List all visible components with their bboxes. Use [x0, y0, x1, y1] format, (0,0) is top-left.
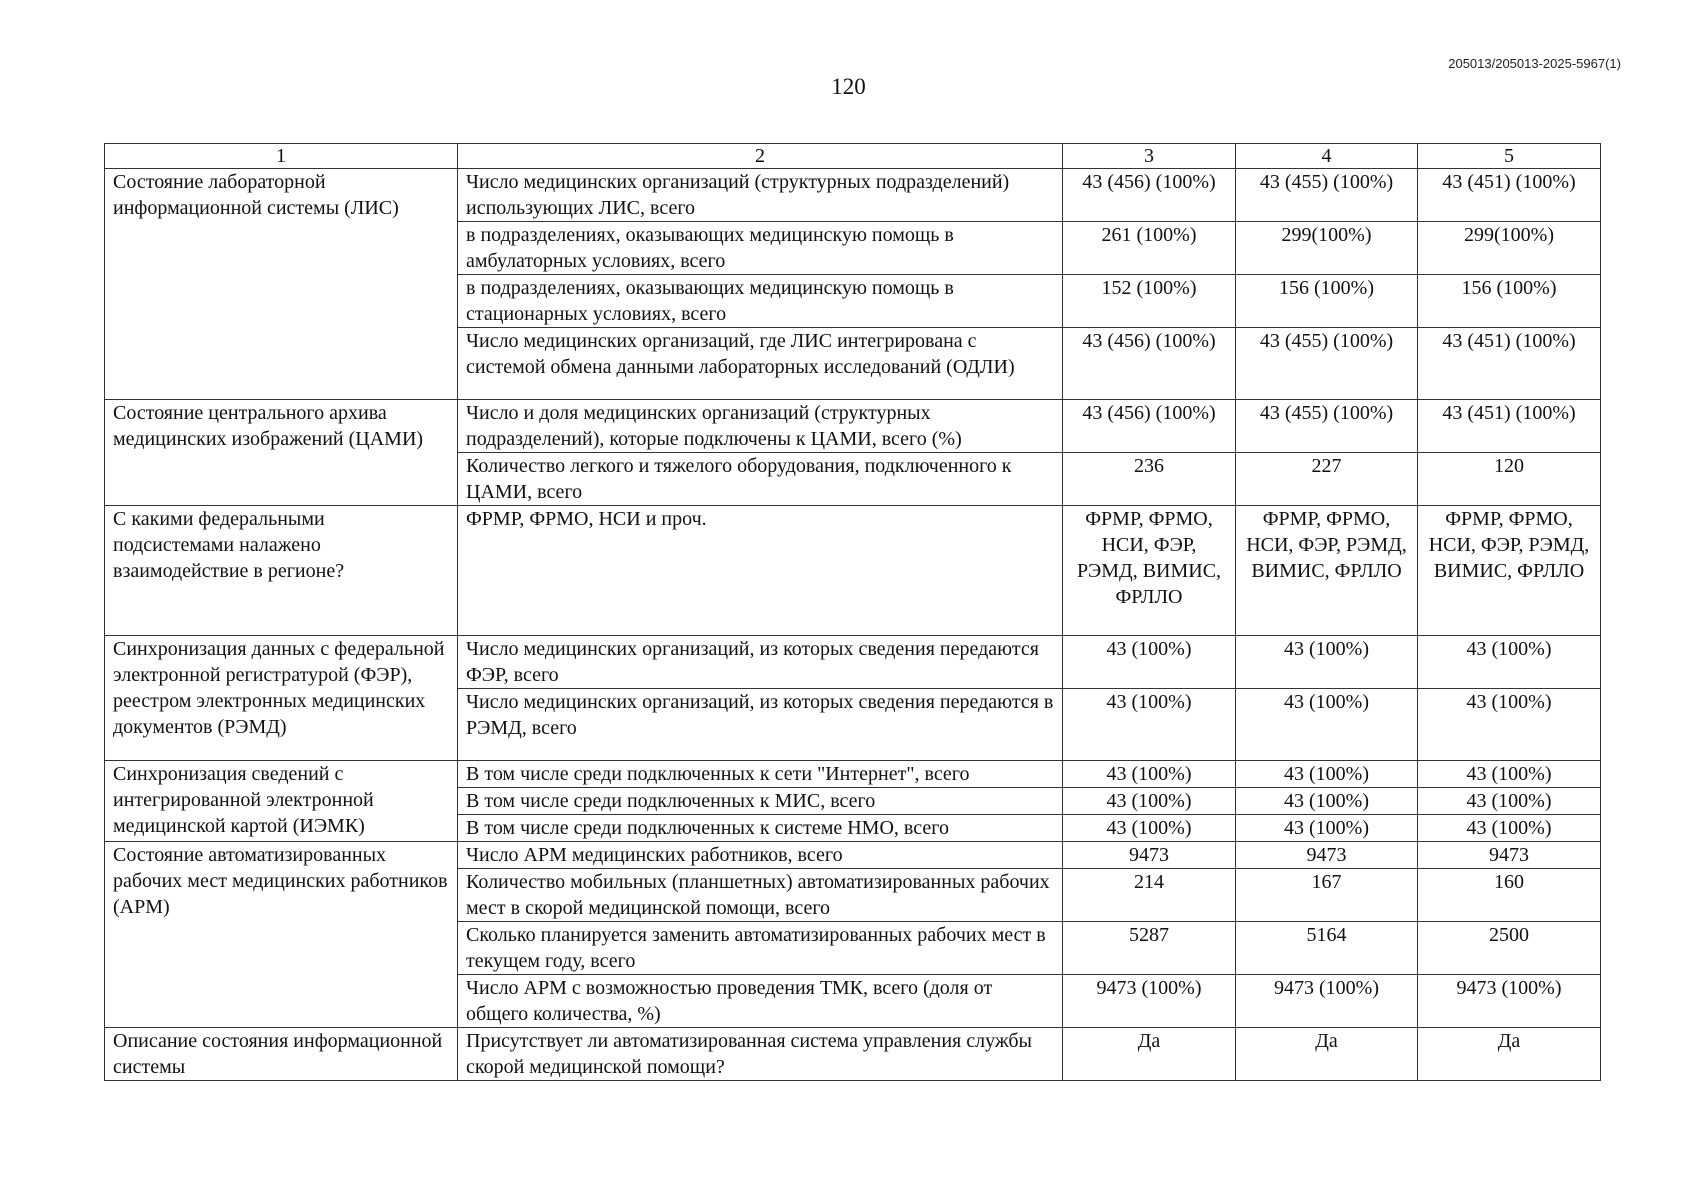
value-cell-col-5: 43 (100%) [1418, 689, 1601, 761]
value-cell-col-5: 156 (100%) [1418, 275, 1601, 328]
value-cell-col-5: 9473 (100%) [1418, 975, 1601, 1028]
value-cell-col-3: 9473 (100%) [1063, 975, 1236, 1028]
column-header: 5 [1418, 144, 1601, 169]
column-header: 3 [1063, 144, 1236, 169]
value-cell-col-4: 5164 [1236, 922, 1418, 975]
value-cell-col-3: 152 (100%) [1063, 275, 1236, 328]
value-cell-col-5: 299(100%) [1418, 222, 1601, 275]
page-number: 120 [831, 74, 866, 99]
value-cell-col-4: 43 (100%) [1236, 636, 1418, 689]
row-description-cell: ФРМР, ФРМО, НСИ и проч. [458, 506, 1063, 636]
value-cell-col-4: 43 (455) (100%) [1236, 328, 1418, 400]
value-cell-col-4: 43 (455) (100%) [1236, 169, 1418, 222]
value-cell-col-4: 43 (100%) [1236, 815, 1418, 842]
column-header: 2 [458, 144, 1063, 169]
value-cell-col-5: 43 (100%) [1418, 636, 1601, 689]
value-cell-col-3: 43 (100%) [1063, 788, 1236, 815]
value-cell-col-5: 43 (100%) [1418, 815, 1601, 842]
value-cell-col-4: 43 (100%) [1236, 761, 1418, 788]
value-cell-col-3: ФРМР, ФРМО, НСИ, ФЭР, РЭМД, ВИМИС, ФРЛЛО [1063, 506, 1236, 636]
row-description-cell: Сколько планируется заменить автоматизированных рабочих мест в текущем году, всего [458, 922, 1063, 975]
column-header: 1 [105, 144, 458, 169]
value-cell-col-5: 9473 [1418, 842, 1601, 869]
row-description-cell: Число медицинских организаций, из которых сведения передаются в РЭМД, всего [458, 689, 1063, 761]
value-cell-col-5: 43 (100%) [1418, 788, 1601, 815]
table-row [105, 1028, 1601, 1081]
value-cell-col-4: Да [1236, 1028, 1418, 1081]
value-cell-col-5: 43 (451) (100%) [1418, 328, 1601, 400]
table-row [105, 169, 1601, 222]
group-label-cell: Описание состояния информационной системы [105, 1028, 458, 1081]
value-cell-col-3: 5287 [1063, 922, 1236, 975]
value-cell-col-4: 299(100%) [1236, 222, 1418, 275]
value-cell-col-3: 43 (456) (100%) [1063, 328, 1236, 400]
row-description-cell: В том числе среди подключенных к МИС, всего [458, 788, 1063, 815]
group-label-cell: С какими федеральными подсистемами налажено взаимодействие в регионе? [105, 506, 458, 636]
value-cell-col-3: 43 (100%) [1063, 689, 1236, 761]
value-cell-col-4: 9473 (100%) [1236, 975, 1418, 1028]
value-cell-col-3: 261 (100%) [1063, 222, 1236, 275]
data-table [104, 143, 1601, 1081]
value-cell-col-3: 43 (456) (100%) [1063, 400, 1236, 453]
value-cell-col-5: ФРМР, ФРМО, НСИ, ФЭР, РЭМД, ВИМИС, ФРЛЛО [1418, 506, 1601, 636]
row-description-cell: Число медицинских организаций (структурных подразделений) использующих ЛИС, всего [458, 169, 1063, 222]
row-description-cell: Число медицинских организаций, из которых сведения передаются ФЭР, всего [458, 636, 1063, 689]
value-cell-col-4: 227 [1236, 453, 1418, 506]
row-description-cell: в подразделениях, оказывающих медицинскую помощь в стационарных условиях, всего [458, 275, 1063, 328]
value-cell-col-4: 43 (100%) [1236, 788, 1418, 815]
document-id: 205013/205013-2025-5967(1) [1448, 56, 1621, 71]
row-description-cell: в подразделениях, оказывающих медицинскую помощь в амбулаторных условиях, всего [458, 222, 1063, 275]
value-cell-col-3: 9473 [1063, 842, 1236, 869]
value-cell-col-5: Да [1418, 1028, 1601, 1081]
row-description-cell: Количество мобильных (планшетных) автоматизированных рабочих мест в скорой медицинской помощи, всего [458, 869, 1063, 922]
value-cell-col-3: 214 [1063, 869, 1236, 922]
table-header-row [105, 144, 1601, 169]
group-label-cell: Синхронизация данных с федеральной электронной регистратурой (ФЭР), реестром электронных медицинских документов (РЭМД) [105, 636, 458, 761]
value-cell-col-5: 160 [1418, 869, 1601, 922]
value-cell-col-4: ФРМР, ФРМО, НСИ, ФЭР, РЭМД, ВИМИС, ФРЛЛО [1236, 506, 1418, 636]
row-description-cell: Число и доля медицинских организаций (структурных подразделений), которые подключены к ЦАМИ, всего (%) [458, 400, 1063, 453]
row-description-cell: Число АРМ с возможностью проведения ТМК, всего (доля от общего количества, %) [458, 975, 1063, 1028]
value-cell-col-3: 43 (100%) [1063, 761, 1236, 788]
value-cell-col-4: 167 [1236, 869, 1418, 922]
value-cell-col-3: 236 [1063, 453, 1236, 506]
value-cell-col-3: 43 (100%) [1063, 636, 1236, 689]
group-label-cell: Состояние лабораторной информационной системы (ЛИС) [105, 169, 458, 400]
value-cell-col-5: 43 (451) (100%) [1418, 400, 1601, 453]
row-description-cell: Число медицинских организаций, где ЛИС интегрирована с системой обмена данными лабораторных исследований (ОДЛИ) [458, 328, 1063, 400]
group-label-cell: Синхронизация сведений с интегрированной электронной медицинской картой (ИЭМК) [105, 761, 458, 842]
value-cell-col-4: 43 (455) (100%) [1236, 400, 1418, 453]
value-cell-col-3: 43 (100%) [1063, 815, 1236, 842]
row-description-cell: В том числе среди подключенных к системе НМО, всего [458, 815, 1063, 842]
table-row [105, 636, 1601, 689]
value-cell-col-5: 120 [1418, 453, 1601, 506]
group-label-cell: Состояние автоматизированных рабочих мест медицинских работников (АРМ) [105, 842, 458, 1028]
value-cell-col-5: 2500 [1418, 922, 1601, 975]
row-description-cell: Количество легкого и тяжелого оборудования, подключенного к ЦАМИ, всего [458, 453, 1063, 506]
group-label-cell: Состояние центрального архива медицинских изображений (ЦАМИ) [105, 400, 458, 506]
value-cell-col-4: 9473 [1236, 842, 1418, 869]
row-description-cell: В том числе среди подключенных к сети "Интернет", всего [458, 761, 1063, 788]
table-row [105, 400, 1601, 453]
table-row [105, 842, 1601, 869]
value-cell-col-3: 43 (456) (100%) [1063, 169, 1236, 222]
value-cell-col-5: 43 (451) (100%) [1418, 169, 1601, 222]
table-row [105, 761, 1601, 788]
row-description-cell: Присутствует ли автоматизированная система управления службы скорой медицинской помощи? [458, 1028, 1063, 1081]
value-cell-col-3: Да [1063, 1028, 1236, 1081]
table-row [105, 506, 1601, 636]
column-header: 4 [1236, 144, 1418, 169]
value-cell-col-4: 156 (100%) [1236, 275, 1418, 328]
row-description-cell: Число АРМ медицинских работников, всего [458, 842, 1063, 869]
value-cell-col-5: 43 (100%) [1418, 761, 1601, 788]
value-cell-col-4: 43 (100%) [1236, 689, 1418, 761]
